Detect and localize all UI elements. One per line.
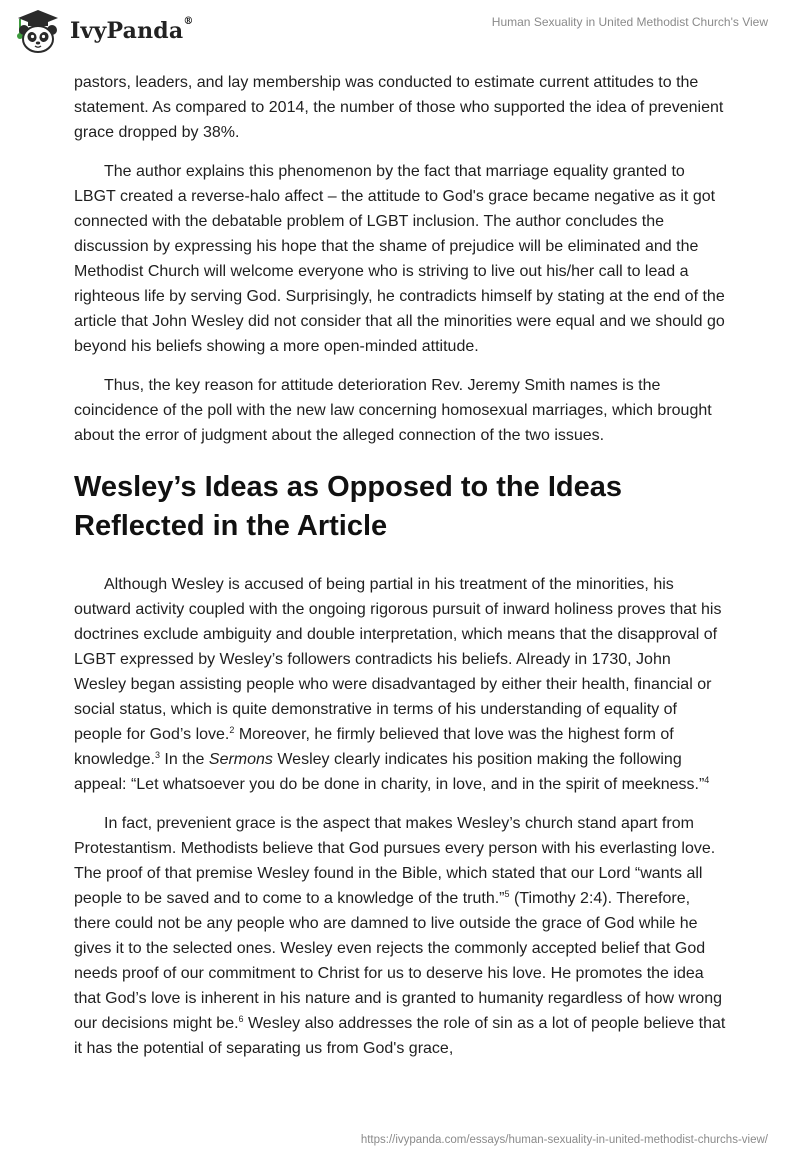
- brand-logo[interactable]: [14, 8, 194, 54]
- footnote-ref[interactable]: 3: [154, 750, 160, 760]
- document-title: Human Sexuality in United Methodist Church's View: [491, 15, 768, 29]
- paragraph-4: Although Wesley is accused of being partial in his treatment of the minorities, his outward activity coupled with the ongoing rigorous pursuit of inward holiness proves that his doctrines exclude ambiguity and double interpretation, which means that the disapproval of LGBT expressed by Wesley’s followers contradicts his beliefs. Already in 1730, John Wesley began assisting people who were disadvantaged by either their health, financial or social status, which is quite demonstrative in terms of his understanding of equality of people for God’s love.$^2$ Moreover, he firmly believed that love was the highest form of knowledge.$^3$ In the Sermons Wesley clearly indicates his position making the following appeal: “Let whatsoever you do be done in charity, in love, and in the spirit of meekness.”$^4$: [74, 576, 722, 793]
- footnote-ref[interactable]: 2: [229, 725, 235, 735]
- source-url[interactable]: https://ivypanda.com/essays/human-sexuality-in-united-methodist-churchs-view/: [360, 1134, 768, 1146]
- paragraph-1: pastors, leaders, and lay membership was conducted to estimate current attitudes to the statement. As compared to 2014, the number of those who supported the idea of prevenient grace dropped by 38%.: [74, 74, 724, 141]
- footnote-ref[interactable]: 5: [504, 889, 510, 899]
- paragraph-2: The author explains this phenomenon by the fact that marriage equality granted to LBGT created a reverse-halo affect – the attitude to God's grace became negative as it got connected with the debatable problem of LGBT inclusion. The author concludes the discussion by expressing his hope that the shame of prejudice will be eliminated and the Methodist Church will welcome everyone who is striving to live out his/her call to lead a righteous life by serving God. Surprisingly, he contradicts himself by stating at the end of the article that John Wesley did not consider that all the minorities were equal and we should go beyond his beliefs showing a more open-minded attitude.: [74, 163, 725, 355]
- paragraph-3: Thus, the key reason for attitude deterioration Rev. Jeremy Smith names is the coincidence of the poll with the new law concerning homosexual marriages, which brought about the error of judgment about the alleged connection of the two issues.: [74, 377, 712, 444]
- paragraph-5: In fact, prevenient grace is the aspect that makes Wesley’s church stand apart from Protestantism. Methodists believe that God pursues every person with his everlasting love. The proof of that premise Wesley found in the Bible, which stated that our Lord “wants all people to be saved and to come to a knowledge of the truth.”$^5$ (Timothy 2:4). Therefore, there could not be any people who are damned to live outside the grace of God while he gives it to the selected ones. Wesley even rejects the commonly accepted belief that God needs proof of our commitment to Christ for us to deserve his love. He promotes the idea that God’s love is inherent in his nature and is granted to humanity regardless of how wrong our decisions might be.$^6$ Wesley also addresses the role of sin as a lot of people believe that it has the potential of separating us from God's grace,: [74, 815, 726, 1057]
- footnote-ref[interactable]: 4: [704, 775, 710, 785]
- panda-logo-icon: [14, 8, 62, 54]
- article-body: [74, 70, 726, 1075]
- section-heading: Wesley’s Ideas as Opposed to the Ideas Reflected in the Article: [74, 471, 622, 542]
- footnote-ref[interactable]: 6: [238, 1014, 244, 1024]
- brand-name: IvyPanda®: [70, 16, 194, 44]
- page-header: [0, 0, 800, 62]
- italic-title: Sermons: [208, 751, 273, 768]
